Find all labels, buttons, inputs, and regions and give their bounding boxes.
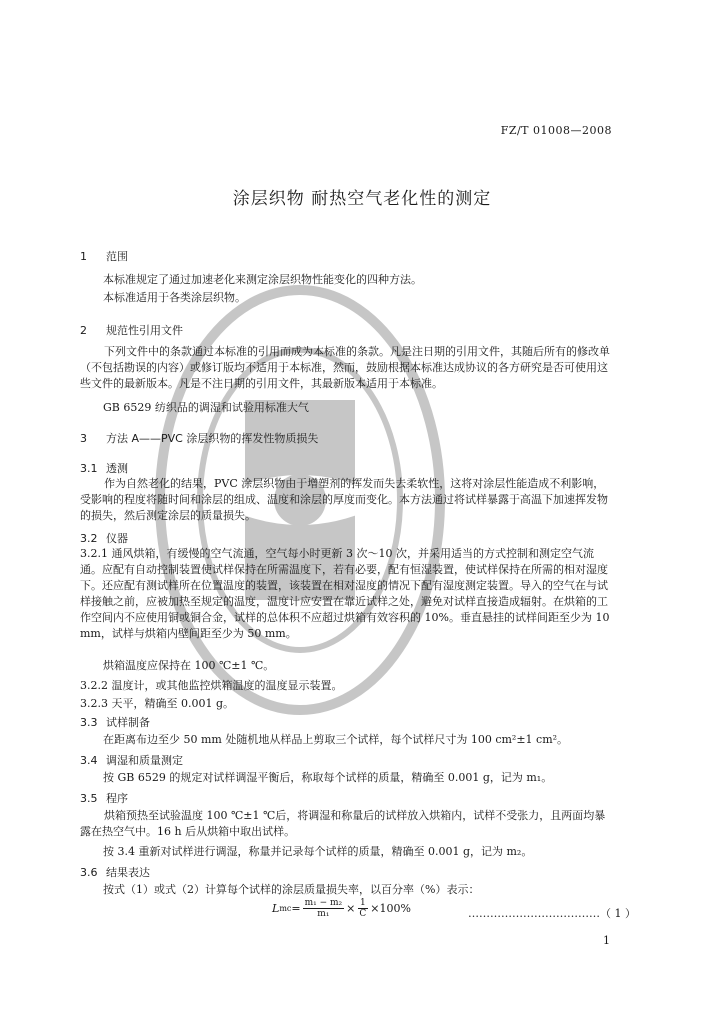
- section-3-5-heading: [80, 790, 128, 806]
- document-title: 涂层织物 耐热空气老化性的测定: [232, 189, 492, 209]
- section-2-heading: [80, 322, 183, 338]
- formula-fraction-2: [357, 898, 368, 919]
- section-title: 范围: [106, 250, 128, 263]
- section-3-3-heading: [80, 714, 150, 730]
- section-3-1-para: 作为自然老化的结果，PVC 涂层织物由于增塑剂的挥发而失去柔软性，这将对涂层性能造成不利影响，受影响的程度将随时间和涂层的组成、温度和涂层的厚度而变化。本方法通过将试样暴露于高温下加速挥发物的损失，然后测定涂层的质量损失。: [80, 477, 608, 522]
- section-title: 程序: [106, 792, 128, 805]
- section-title: 仪器: [106, 532, 128, 545]
- section-title: 透测: [106, 462, 128, 475]
- fraction-denominator: m₁: [317, 909, 330, 919]
- section-number: 3.3: [80, 716, 98, 729]
- section-3-3-para: 在距离布边至少 50 mm 处随机地从样品上剪取三个试样，每个试样尺寸为 100 cm²±1 cm²。: [103, 733, 569, 746]
- standard-code: FZ/T 01008—2008: [500, 124, 612, 137]
- clause-number: 3.2.3: [80, 697, 108, 710]
- section-number: 3.6: [80, 866, 98, 879]
- fraction-denominator: C: [359, 909, 367, 919]
- formula-fraction-1: [303, 898, 345, 919]
- section-3-heading: [80, 430, 318, 446]
- section-3-2-2-para: [80, 678, 615, 694]
- section-3-5-para-2: 按 3.4 重新对试样进行调湿，称量并记录每个试样的质量，精确至 0.001 g，记为 m₂。: [103, 845, 533, 858]
- section-title: 规范性引用文件: [106, 324, 183, 337]
- fraction-numerator: 1: [359, 898, 366, 908]
- section-3-5-para-1: 烘箱预热至试验温度 100 ℃±1 ℃后，将调湿和称量后的试样放入烘箱内，试样不受张力，且两面均暴露在热空气中。16 h 后从烘箱中取出试样。: [80, 809, 606, 838]
- section-3-6-para: 按式（1）或式（2）计算每个试样的涂层质量损失率，以百分率（%）表示：: [103, 883, 480, 896]
- section-1-heading: [80, 248, 128, 264]
- section-number: 1: [80, 250, 87, 263]
- clause-number: 3.2.1: [80, 547, 108, 560]
- clause-number: 3.2.2: [80, 679, 108, 692]
- clause-text: 通风烘箱，有缓慢的空气流通，空气每小时更新 3 次～10 次，并采用适当的方式控制和测定空气流通。应配有自动控制装置使试样保持在所需温度下，若有必要，配有恒湿装置，使试样保持在所需的相对湿度下。还应配有测试样所在位置温度的装置，该装置在相对湿度的情况下配有湿度测定装置。导入的空气在与试样接触之前，应被加热至规定的温度，温度计应安置在靠近试样之处，避免对试样直接造成辐射。在烘箱的工作空间内不应使用铜或铜合金，试样的总体积不应超过烘箱有效容积的 10%。垂直悬挂的试样间距至少为 10 mm，试样与烘箱内壁间距至少为 50 mm。: [80, 547, 610, 640]
- section-3-6-heading: [80, 864, 150, 880]
- page-number: 1: [603, 934, 610, 947]
- section-number: 3.5: [80, 792, 98, 805]
- section-1-para-1: 本标准规定了通过加速老化来测定涂层织物性能变化的四种方法。: [103, 273, 422, 286]
- section-title: 试样制备: [106, 716, 150, 729]
- oven-temperature: 烘箱温度应保持在 100 ℃±1 ℃。: [103, 659, 275, 672]
- section-2-reference: GB 6529 纺织品的调湿和试验用标准大气: [103, 401, 309, 414]
- section-3-2-3-para: [80, 696, 615, 712]
- section-3-2-heading: [80, 530, 128, 546]
- section-number: 3.4: [80, 754, 98, 767]
- section-title: 调湿和质量测定: [106, 754, 183, 767]
- section-3-1-heading: [80, 460, 128, 476]
- section-number: 2: [80, 324, 87, 337]
- formula-times: ×: [346, 902, 356, 915]
- section-2-para-1: 下列文件中的条款通过本标准的引用而成为本标准的条款。凡是注日期的引用文件，其随后所有的修改单（不包括勘误的内容）或修订版均不适用于本标准，然而，鼓励根据本标准达成协议的各方研究是否可使用这些文件的最新版本。凡是不注日期的引用文件，其最新版本适用于本标准。: [80, 345, 610, 390]
- equation-number: ………………………………（ 1 ）: [468, 907, 636, 920]
- section-number: 3: [80, 432, 87, 445]
- clause-text: 温度计，或其他监控烘箱温度的温度显示装置。: [111, 679, 343, 692]
- section-3-4-para: 按 GB 6529 的规定对试样调湿平衡后，称取每个试样的质量，精确至 0.001 g，记为 m₁。: [103, 771, 553, 784]
- formula-1: [272, 898, 411, 919]
- fraction-numerator: m₁ − m₂: [304, 898, 343, 908]
- section-3-2-1-para: [80, 546, 615, 642]
- section-1-para-2: 本标准适用于各类涂层织物。: [103, 291, 246, 304]
- section-title: 方法 A——PVC 涂层织物的挥发性物质损失: [106, 432, 319, 445]
- clause-text: 天平，精确至 0.001 g。: [111, 697, 235, 710]
- formula-tail: ×100%: [370, 902, 411, 915]
- section-3-4-heading: [80, 752, 183, 768]
- section-number: 3.2: [80, 532, 98, 545]
- formula-lhs-sub: mc: [279, 904, 292, 913]
- formula-lhs: L: [272, 902, 280, 915]
- section-title: 结果表达: [106, 866, 150, 879]
- section-number: 3.1: [80, 462, 98, 475]
- formula-equals: =: [291, 902, 301, 915]
